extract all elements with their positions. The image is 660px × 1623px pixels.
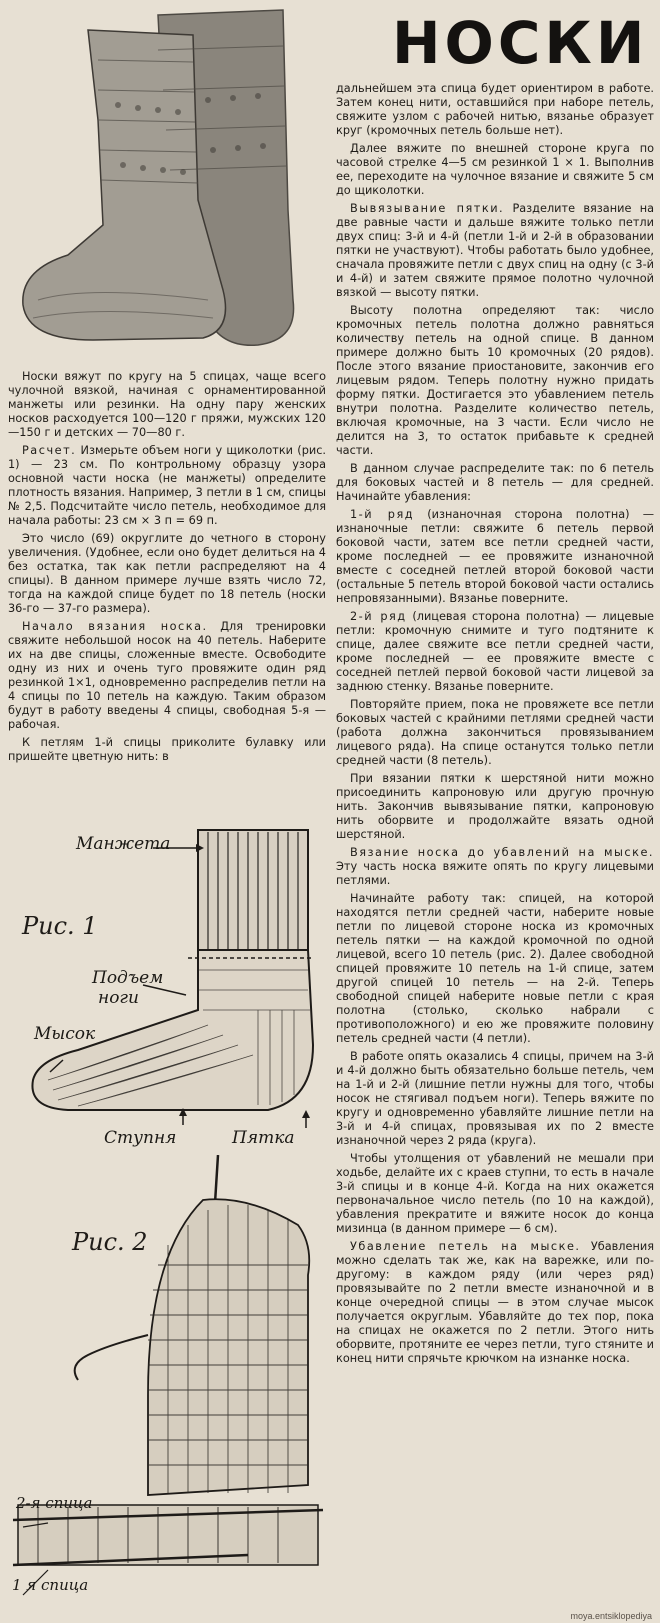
figure-1-diagram <box>8 810 326 1150</box>
row2-heading: 2-й ряд <box>350 610 407 623</box>
continue-paragraph: дальнейшем эта спица будет ориентиром в работе. Затем конец нити, оставшийся при наборе петель, свяжите узлом с рабочей нитью, вязанье образует круг (кромочных петель больше нет). <box>336 82 654 137</box>
label-podem: Подъем <box>92 968 164 988</box>
nachalo-heading: Начало вязания носка. <box>22 620 208 633</box>
raschet-paragraph <box>8 444 326 528</box>
left-column <box>8 0 326 1623</box>
pyatka-paragraph <box>336 202 654 300</box>
rezinka-paragraph: Далее вяжите по внешней стороне круга по часовой стрелке 4—5 см резинкой 1 × 1. Выполнив ее, переходите на чулочное вязание и свяжите 5 см до щиколотки. <box>336 142 654 197</box>
raschet-heading: Расчет. <box>22 444 77 457</box>
vysota-paragraph: Высоту полотна определяют так: число кромочных петель полотна должно равняться количеству петель на одной спице. В данном примере должно быть 10 кромочных (20 рядов). После этого вязание приостановите, закончив его лицевым рядом. Теперь полотну нужно придать форму пятки. Достигается это убавлением петель внутри полотна. Разделите количество петель, включая кромочные, на 3 части. Если число не делится на 3, то остаток прибавьте к средней части. <box>336 304 654 457</box>
kapron-paragraph: При вязании пятки к шерстяной нити можно присоединить капроновую или другую прочную нить. Закончив вывязывание пятки, капроновую нить оборвите и продолжайте вязать одной шерстяной. <box>336 772 654 841</box>
label-stupnya: Ступня <box>104 1128 177 1148</box>
row1-text: (изнаночная сторона полотна) — изнаночные петли: свяжите 6 петель первой боковой части, затем все петли средней части, кроме последней — ее провяжите изнаночной вместе с соседней петлей второй боковой части (остальные 5 петель второй боковой части остались непровязанными). Вязанье поверните. <box>336 508 654 605</box>
nachalo2-paragraph: К петлям 1-й спицы приколите булавку или пришейте цветную нить: в <box>8 736 326 763</box>
ubavlenie-heading: Убавление петель на мыске. <box>350 1240 581 1253</box>
spicy-paragraph: В работе опять оказались 4 спицы, причем на 3-й и 4-й должно быть обязательно больше петель, чем на 1-й и 2-й (лишние петли нужны для того, чтобы носок не стягивал подъем ноги). Теперь вяжите по кругу и одновременно убавляйте лишние петли на 3-й и 4-й спицах, провязывая их по 2 вместе изнаночной через 2 ряда (кругa). <box>336 1050 654 1147</box>
vyazanie-heading: Вязание носка до убавлений на мыске. <box>350 846 654 859</box>
label-pyatka: Пятка <box>232 1128 295 1148</box>
raschet2-paragraph: Это число (69) округлите до четного в сторону увеличения. (Удобнее, если оно будет делиться на 4 без остатка, так как петли распределяют на 4 спицы). В данном примере лучше взять число 72, тогда на каждой спице будет по 18 петель (носки 36-го — 37-го размера). <box>8 532 326 615</box>
pyatka-text: Разделите вязание на две равные части и дальше вяжите только петли двух спиц: 3-й и 4-й (петли 1-й и 2-й в образовании пятки не участвуют). Чтобы работать было удобнее, сначала провяжите петли с двух спиц на одну (с 3-й и 4-й) и затем свяжите прямое полотно чулочной вязкой — высоту пятки. <box>336 202 654 299</box>
row2-paragraph <box>336 610 654 694</box>
intro-paragraph: Носки вяжут по кругу на 5 спицах, чаще всего чулочной вязкой, начиная с орнаментированной манжеты или резинки. На одну пару женских носков расходуется 100—120 г пряжи, мужских 120—150 г и детских — 70—80 г. <box>8 370 326 439</box>
nachalo-paragraph <box>8 620 326 732</box>
page-title: НОСКИ <box>392 9 649 77</box>
vyazanie-text: Эту часть носка вяжите опять по кругу лицевыми петлями. <box>336 860 654 887</box>
label-manzheta: Манжета <box>76 834 171 854</box>
ubavlenie-text: Убавления можно сделать так же, как на варежке, или по-другому: в каждом ряду (или через ряд) провязывайте по 2 петли вместе изнаночной и в конце очередной спицы — в этом случае мысок получается округлым. Убавляйте до тех пор, пока на спицах не окажется по 2 петли. Этого нить оборвите, протяните ее через петли, туго стяните и конец нити спрячьте крючком на изнанке носка. <box>336 1240 655 1365</box>
nachalo-text: Для тренировки свяжите небольшой носок на 40 петель. Наберите их на две спицы, сложенные вместе. Освободите одну из них и очень туго провяжите один ряд резинкой 1×1, одновременно распределив петли на 4 спицы по 10 петель на каждую. Таким образом будут в работу введены 4 спицы, свободная 5-я — рабочая. <box>8 620 326 731</box>
raspredelenie-paragraph: В данном случае распределите так: по 6 петель для боковых частей и 8 петель — для средней. Начинайте убавления: <box>336 462 654 503</box>
vyazanie-paragraph <box>336 846 654 888</box>
right-column <box>336 0 654 1623</box>
row1-paragraph <box>336 508 654 606</box>
right-text <box>336 82 654 1370</box>
povtor-paragraph: Повторяйте прием, пока не провяжете все петли боковых частей с крайними петлями средней части (работа должна закончиться провязыванием лицевого ряда). На спице останутся только петли средней части (8 петель). <box>336 698 654 767</box>
watermark: moya.entsiklopediya <box>570 1611 652 1621</box>
label-spica-2: 2-я спица <box>16 1494 93 1512</box>
label-spica-1: 1 я спица <box>12 1576 89 1594</box>
label-mysok: Мысок <box>34 1024 96 1044</box>
pyatka-heading: Вывязывание пятки. <box>350 202 505 215</box>
nabor-paragraph: Начинайте работу так: спицей, на которой находятся петли средней части, наберите новые петли по лицевой стороне носка из кромочных петель пятки — на каждой кромочной по одной лицевой, всего 10 петель (рис. 2). Далее свободной спицей провяжите 10 петель на 1-й спице, затем другой спицей 10 петель — на 2-й. Теперь свободной спицей наберите новые петли с края полотна (столько, сколько набрали с противоположного) и ею же провяжите половину петель средней части (4 петли). <box>336 892 654 1045</box>
figure-2-diagram <box>8 1155 326 1615</box>
row1-heading: 1-й ряд <box>350 508 415 521</box>
label-nogi: ноги <box>98 988 139 1008</box>
ubavlenie-paragraph <box>336 1240 654 1366</box>
sock-photo <box>8 0 326 360</box>
row2-text: (лицевая сторона полотна) — лицевые петли: кромочную снимите и туго подтяните к спице, далее свяжите все петли средней части, кроме последней — ее провяжите вместе с соседней петлей первой боковой части лицевой за заднюю стенку. Вязанье поверните. <box>336 610 655 693</box>
figure-2-title: Рис. 2 <box>72 1228 148 1256</box>
utolshchenie-paragraph: Чтобы утолщения от убавлений не мешали при ходьбе, делайте их с краев ступни, то есть в начале 3-й спицы и в конце 4-й. Когда на них окажется первоначальное число петель (по 10 на каждой), убавления прекратите и вяжите носок до конца мизинца (в данном примере — 6 см). <box>336 1152 654 1235</box>
figure-1-title: Рис. 1 <box>22 912 98 940</box>
raschet-text: Измерьте объем ноги у щиколотки (рис. 1) — 23 см. По контрольному образцу узора основной части носка (не манжеты) определите плотность вязания. Например, 3 петли в 1 см, спицы № 2,5. Подсчитайте число петель, необходимое для начала работы: 23 см × 3 п = 69 п. <box>8 444 327 527</box>
left-text <box>8 370 326 768</box>
